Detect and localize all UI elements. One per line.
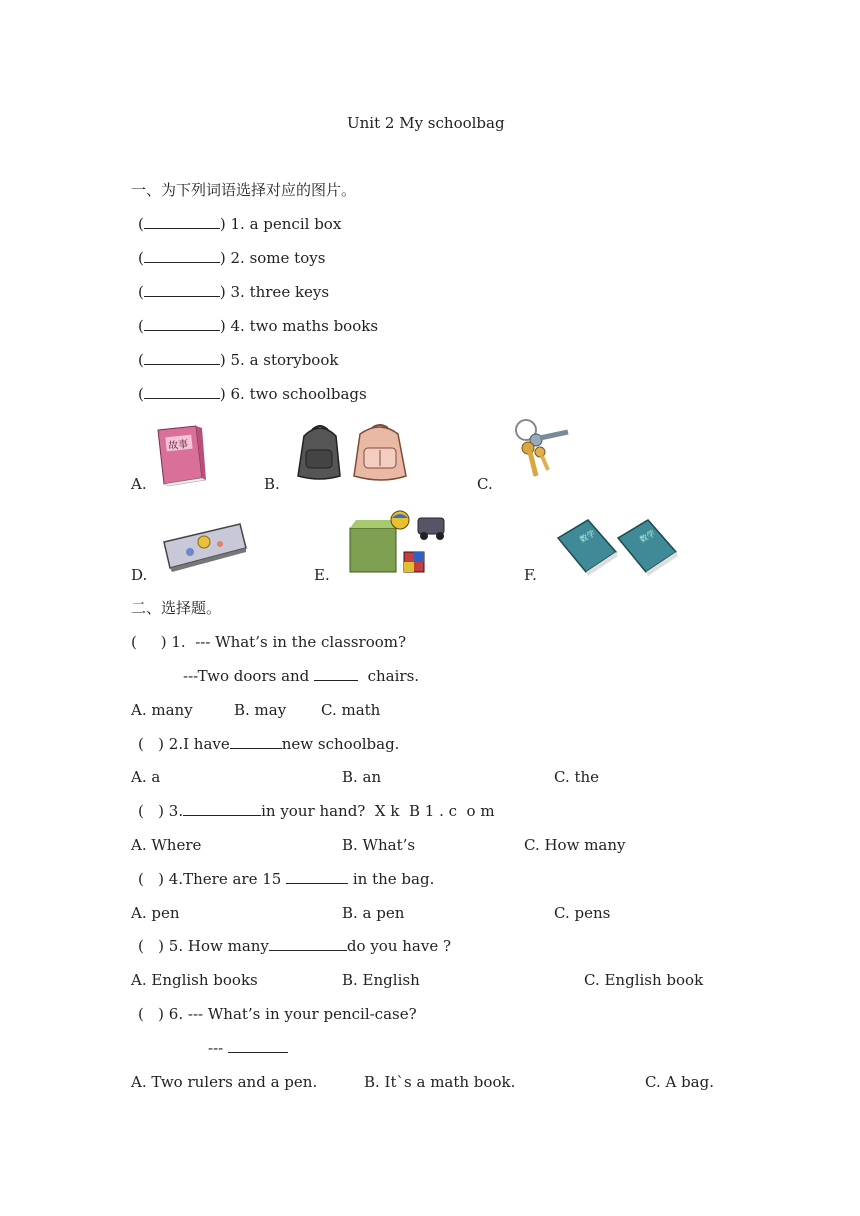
match-item-6: ( ) 6. two schoolbags [138, 385, 367, 403]
answer-blank[interactable] [230, 734, 282, 749]
q3-option-c[interactable]: C. How many [524, 836, 626, 854]
picture-label-a: A. [131, 475, 147, 493]
picture-label-e: E. [314, 566, 330, 584]
picture-label-f: F. [524, 566, 537, 584]
q6-option-a[interactable]: A. Two rulers and a pen. [131, 1073, 318, 1091]
question-6: ( ) 6. --- What’s in your pencil-case? [138, 1005, 417, 1023]
answer-blank[interactable] [144, 282, 220, 297]
q6-option-b[interactable]: B. It`s a math book. [364, 1073, 516, 1091]
answer-paren[interactable] [144, 735, 158, 753]
storybook-icon [152, 424, 208, 488]
question-1: ( ) 1. --- What’s in the classroom? [131, 633, 407, 651]
answer-blank[interactable] [269, 936, 347, 951]
match-item-3: ( ) 3. three keys [138, 283, 330, 301]
q2-option-b[interactable]: B. an [342, 768, 382, 786]
question-2: ( ) 2.I have new schoolbag. [138, 735, 400, 753]
q1-option-c[interactable]: C. math [321, 701, 381, 719]
picture-label-c: C. [477, 475, 493, 493]
pencil-box-icon [160, 520, 250, 574]
answer-blank[interactable] [144, 248, 220, 263]
answer-blank[interactable] [144, 384, 220, 399]
q5-option-a[interactable]: A. English books [131, 971, 258, 989]
match-item-4: ( ) 4. two maths books [138, 317, 379, 335]
q1-option-a[interactable]: A. many [131, 701, 193, 719]
answer-blank[interactable] [183, 801, 261, 816]
section1-heading: 一、为下列词语选择对应的图片。 [131, 181, 357, 199]
question-4: ( ) 4.There are 15 in the bag. [138, 870, 435, 888]
q2-option-a[interactable]: A. a [131, 768, 161, 786]
answer-paren[interactable] [137, 633, 161, 651]
match-item-5: ( ) 5. a storybook [138, 351, 339, 369]
q4-option-c[interactable]: C. pens [554, 904, 611, 922]
maths-books-icon [556, 516, 684, 578]
schoolbags-icon [290, 420, 414, 484]
match-item-2: ( ) 2. some toys [138, 249, 326, 267]
answer-blank[interactable] [314, 666, 358, 681]
q2-option-c[interactable]: C. the [554, 768, 600, 786]
answer-paren[interactable] [144, 937, 158, 955]
q6-option-c[interactable]: C. A bag. [645, 1073, 714, 1091]
answer-paren[interactable] [144, 870, 158, 888]
q3-option-a[interactable]: A. Where [131, 836, 202, 854]
toys-icon [342, 504, 448, 578]
q5-option-b[interactable]: B. English [342, 971, 420, 989]
answer-blank[interactable] [144, 316, 220, 331]
answer-blank[interactable] [286, 869, 348, 884]
q5-option-c[interactable]: C. English book [584, 971, 704, 989]
question-5: ( ) 5. How many do you have ? [138, 937, 452, 955]
q1-option-b[interactable]: B. may [234, 701, 287, 719]
match-item-1: ( ) 1. a pencil box [138, 215, 342, 233]
answer-blank[interactable] [144, 214, 220, 229]
question-1-line2: ---Two doors and chairs. [183, 667, 420, 685]
answer-blank[interactable] [228, 1038, 288, 1053]
answer-paren[interactable] [144, 1005, 158, 1023]
mathbook-cover-label: 数学 [638, 528, 657, 545]
answer-blank[interactable] [144, 350, 220, 365]
watermark-text: X k B 1 . c o m [374, 802, 495, 820]
question-3: ( ) 3. in your hand? X k B 1 . c o m [138, 802, 495, 820]
keys-icon [502, 418, 578, 482]
q4-option-b[interactable]: B. a pen [342, 904, 405, 922]
picture-label-b: B. [264, 475, 280, 493]
section2-heading: 二、选择题。 [131, 599, 222, 617]
answer-paren[interactable] [144, 802, 158, 820]
q3-option-b[interactable]: B. What’s [342, 836, 416, 854]
picture-label-d: D. [131, 566, 148, 584]
mathbook-cover-label: 数学 [578, 528, 597, 545]
storybook-cover-label: 故事 [167, 439, 189, 453]
question-6-line2: --- [208, 1038, 288, 1058]
q4-option-a[interactable]: A. pen [131, 904, 180, 922]
page-title: Unit 2 My schoolbag [347, 114, 505, 132]
